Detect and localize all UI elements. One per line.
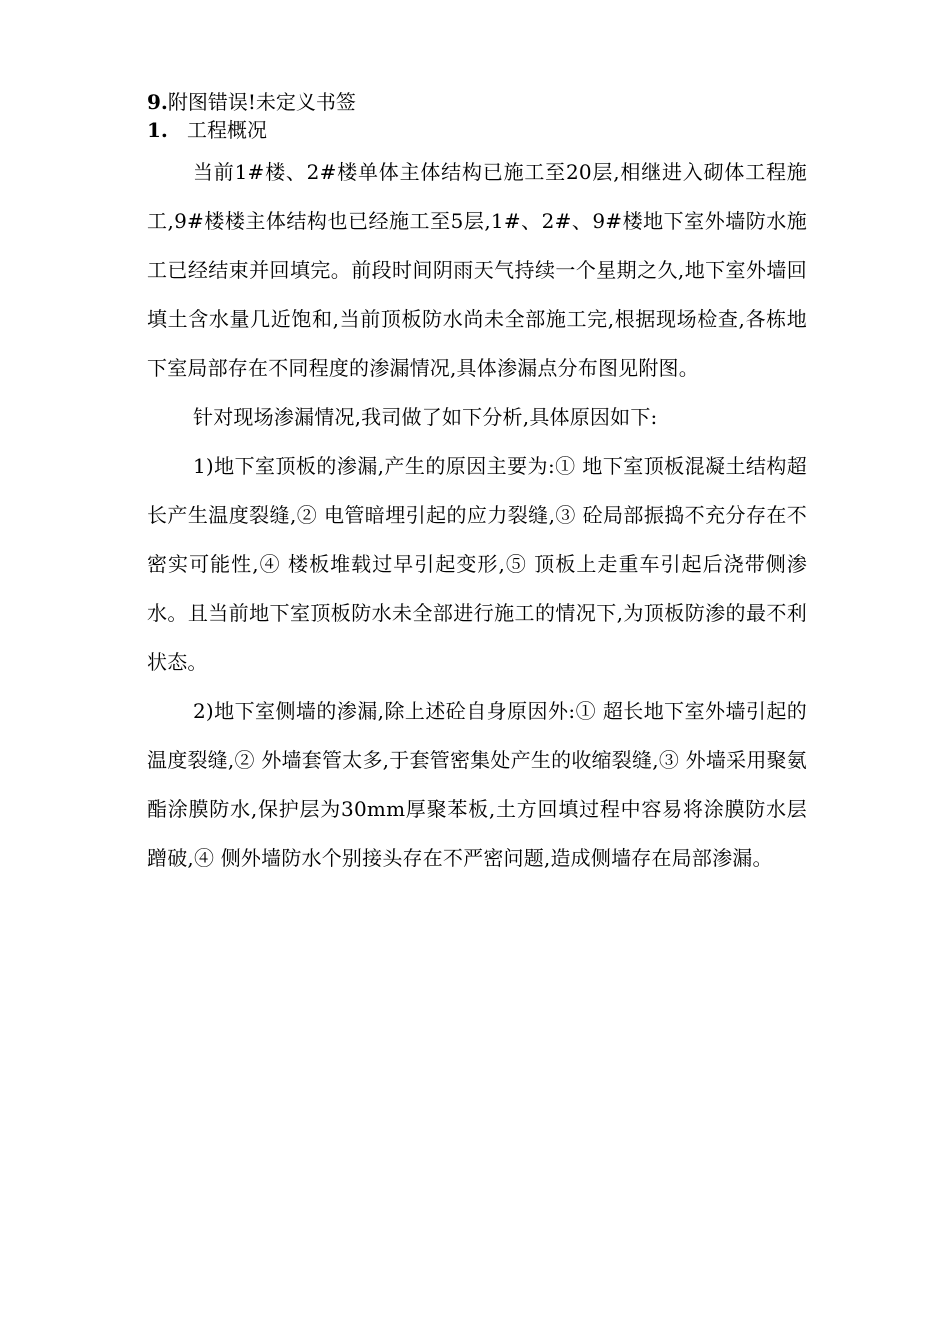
paragraph-analysis-intro: 针对现场渗漏情况,我司做了如下分析,具体原因如下: [193,405,658,429]
toc-entry-title: 附图 [167,90,208,114]
section-title: 工程概况 [187,118,267,142]
document-content [147,88,807,883]
section-heading [147,116,807,144]
toc-entry-error-text: 错误!未定义书签 [207,90,356,114]
section-number: 1. [147,118,168,142]
toc-entry-number: 9. [147,90,168,114]
paragraph-side-wall-leakage: 2)地下室侧墙的渗漏,除上述砼自身原因外:① 超长地下室外墙引起的温度裂缝,② 外墙套管太多,于套管密集处产生的收缩裂缝,③ 外墙采用聚氨酯涂膜防水,保护层为30mm厚聚苯板,土方回填过程中容易将涂膜防水层蹭破,④ 侧外墙防水个别接头存在不严密问题,造成侧墙存在局部渗漏。 [147,699,807,870]
paragraph-project-status: 当前1#楼、2#楼单体主体结构已施工至20层,相继进入砌体工程施工,9#楼楼主体结构也已经施工至5层,1#、2#、9#楼地下室外墙防水施工已经结束并回填完。前段时间阴雨天气持续一个星期之久,地下室外墙回填土含水量几近饱和,当前顶板防水尚未全部施工完,根据现场检查,各栋地下室局部存在不同程度的渗漏情况,具体渗漏点分布图见附图。 [147,160,807,380]
paragraph-roof-slab-leakage: 1)地下室顶板的渗漏,产生的原因主要为:① 地下室顶板混凝土结构超长产生温度裂缝,② 电管暗埋引起的应力裂缝,③ 砼局部振捣不充分存在不密实可能性,④ 楼板堆载过早引起变形,⑤ 顶板上走重车引起后浇带侧渗水。且当前地下室顶板防水未全部进行施工的情况下,为顶板防渗的最不利状态。 [147,454,807,674]
toc-entry[interactable] [147,88,807,116]
